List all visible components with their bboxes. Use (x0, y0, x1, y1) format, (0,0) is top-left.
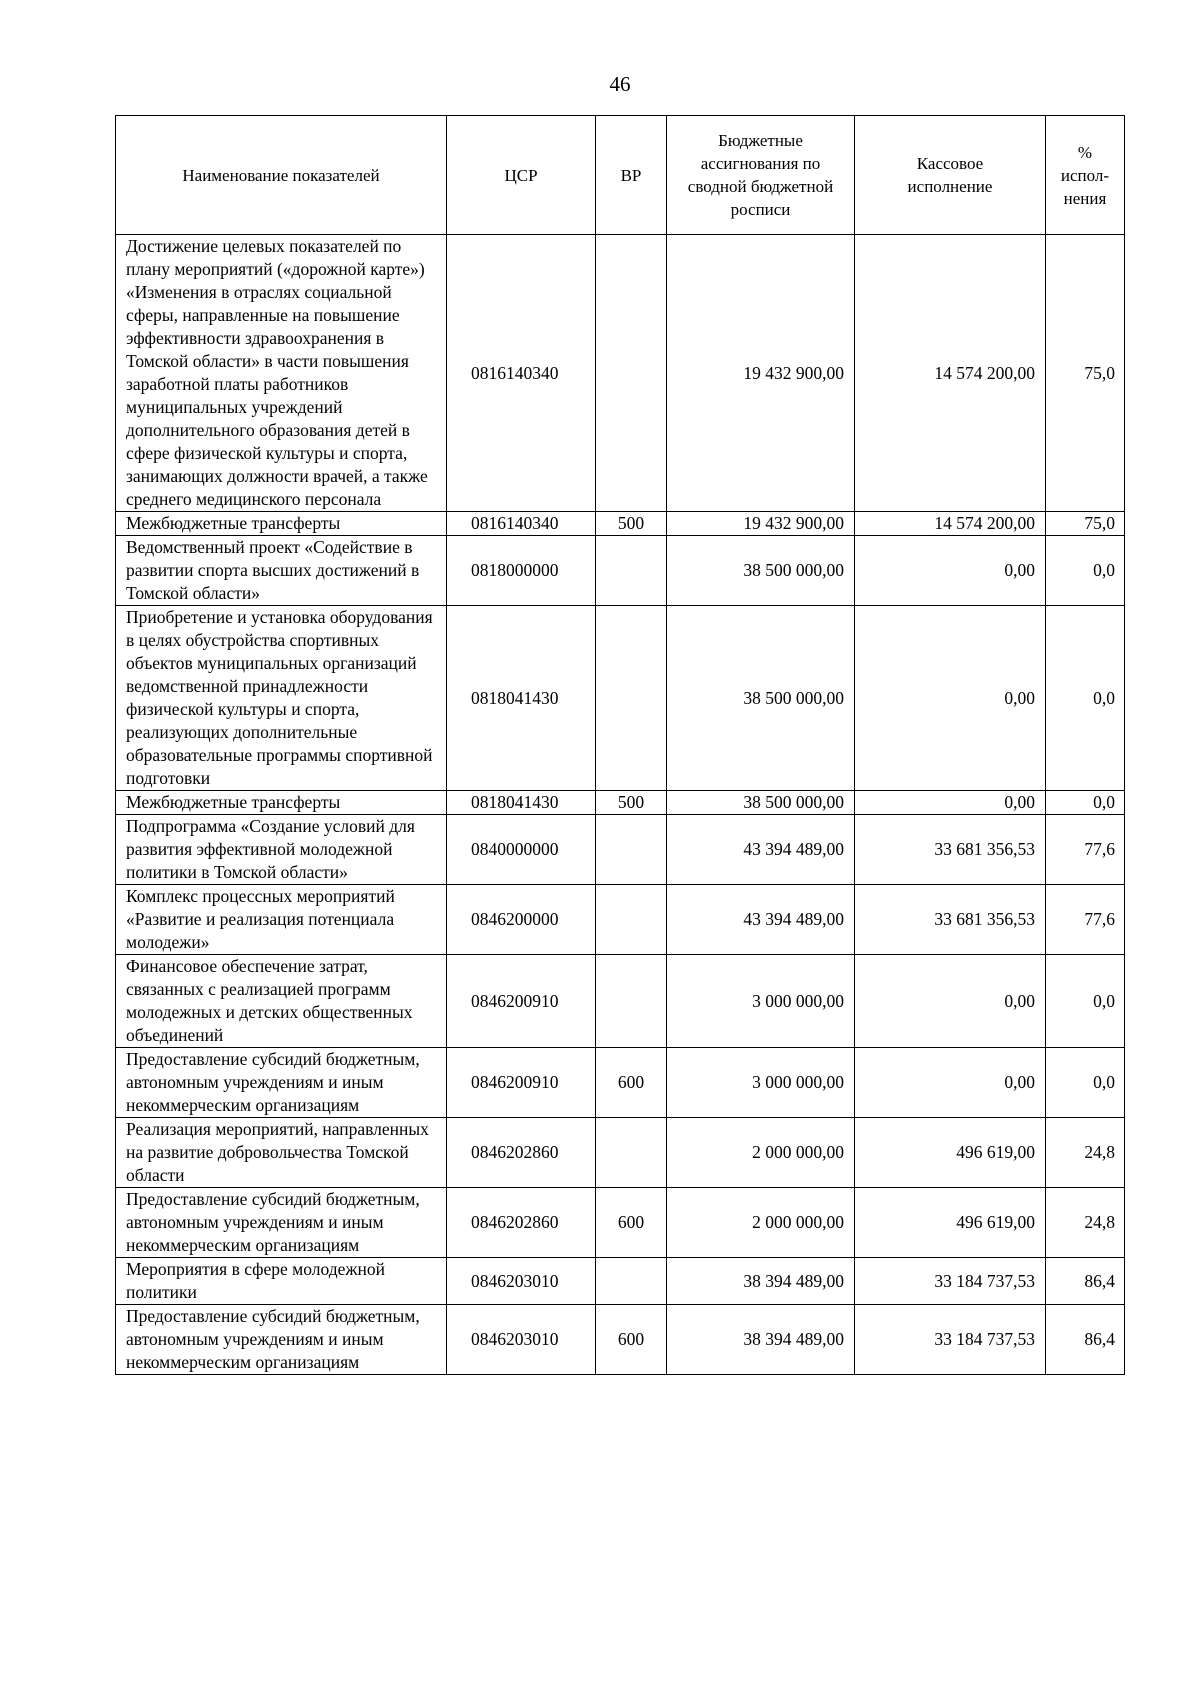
row-name: Приобретение и установка оборудования в целях обустройства спортивных объектов муниципальных организаций ведомственной принадлежности физической культуры и спорта, реализующих дополнительные образовательные программы спортивной подготовки (116, 606, 447, 791)
table-row (116, 955, 1125, 1048)
table-row (116, 1048, 1125, 1118)
table-row (116, 885, 1125, 955)
row-csr: 0818041430 (447, 606, 596, 791)
row-allocation: 43 394 489,00 (667, 815, 855, 885)
row-execution: 33 681 356,53 (855, 815, 1046, 885)
row-percent: 0,0 (1046, 955, 1125, 1048)
row-name: Предоставление субсидий бюджетным, автономным учреждениям и иным некоммерческим организациям (116, 1305, 447, 1375)
header-name: Наименование показателей (116, 116, 447, 235)
row-percent: 24,8 (1046, 1118, 1125, 1188)
row-csr: 0846202860 (447, 1118, 596, 1188)
row-csr: 0816140340 (447, 235, 596, 512)
row-vr (596, 1258, 667, 1305)
table-row (116, 1188, 1125, 1258)
row-vr (596, 536, 667, 606)
row-execution: 0,00 (855, 791, 1046, 815)
header-allocations: Бюджетные ассигнования по сводной бюджетной росписи (667, 116, 855, 235)
row-vr: 600 (596, 1048, 667, 1118)
table-row (116, 512, 1125, 536)
row-percent: 0,0 (1046, 606, 1125, 791)
header-csr: ЦСР (447, 116, 596, 235)
row-allocation: 38 500 000,00 (667, 536, 855, 606)
row-percent: 24,8 (1046, 1188, 1125, 1258)
row-execution: 0,00 (855, 606, 1046, 791)
row-execution: 0,00 (855, 1048, 1046, 1118)
row-vr (596, 815, 667, 885)
row-execution: 0,00 (855, 536, 1046, 606)
row-csr: 0846202860 (447, 1188, 596, 1258)
table-row (116, 1258, 1125, 1305)
table-row (116, 536, 1125, 606)
row-execution: 14 574 200,00 (855, 512, 1046, 536)
row-execution: 33 184 737,53 (855, 1305, 1046, 1375)
row-percent: 77,6 (1046, 815, 1125, 885)
table-row (116, 606, 1125, 791)
budget-table (115, 115, 1125, 1375)
row-allocation: 3 000 000,00 (667, 955, 855, 1048)
table-header-row (116, 116, 1125, 235)
row-name: Мероприятия в сфере молодежной политики (116, 1258, 447, 1305)
row-allocation: 3 000 000,00 (667, 1048, 855, 1118)
row-csr: 0816140340 (447, 512, 596, 536)
row-allocation: 2 000 000,00 (667, 1118, 855, 1188)
row-name: Предоставление субсидий бюджетным, автономным учреждениям и иным некоммерческим организациям (116, 1048, 447, 1118)
row-vr: 600 (596, 1305, 667, 1375)
row-percent: 77,6 (1046, 885, 1125, 955)
row-vr (596, 885, 667, 955)
row-execution: 33 681 356,53 (855, 885, 1046, 955)
page-number: 46 (609, 72, 631, 96)
row-vr (596, 955, 667, 1048)
row-allocation: 19 432 900,00 (667, 512, 855, 536)
row-vr: 600 (596, 1188, 667, 1258)
row-name: Достижение целевых показателей по плану мероприятий («дорожной карте») «Изменения в отраслях социальной сферы, направленные на повышение эффективности здравоохранения в Томской области» в части повышения заработной платы работников муниципальных учреждений дополнительного образования детей в сфере физической культуры и спорта, занимающих должности врачей, а также среднего медицинского персонала (116, 235, 447, 512)
row-percent: 0,0 (1046, 1048, 1125, 1118)
row-allocation: 38 394 489,00 (667, 1258, 855, 1305)
header-percent: % испол-нения (1046, 116, 1125, 235)
row-percent: 75,0 (1046, 235, 1125, 512)
row-vr (596, 606, 667, 791)
row-csr: 0846200910 (447, 955, 596, 1048)
row-allocation: 38 500 000,00 (667, 791, 855, 815)
row-execution: 0,00 (855, 955, 1046, 1048)
row-vr: 500 (596, 791, 667, 815)
row-percent: 86,4 (1046, 1258, 1125, 1305)
row-name: Ведомственный проект «Содействие в развитии спорта высших достижений в Томской области» (116, 536, 447, 606)
row-name: Реализация мероприятий, направленных на развитие добровольчества Томской области (116, 1118, 447, 1188)
row-allocation: 43 394 489,00 (667, 885, 855, 955)
header-vr: ВР (596, 116, 667, 235)
row-csr: 0846200000 (447, 885, 596, 955)
row-vr (596, 235, 667, 512)
table-row (116, 815, 1125, 885)
row-allocation: 2 000 000,00 (667, 1188, 855, 1258)
table-row (116, 235, 1125, 512)
row-name: Предоставление субсидий бюджетным, автономным учреждениям и иным некоммерческим организациям (116, 1188, 447, 1258)
row-percent: 0,0 (1046, 536, 1125, 606)
row-percent: 0,0 (1046, 791, 1125, 815)
header-execution: Кассовое исполнение (855, 116, 1046, 235)
row-name: Межбюджетные трансферты (116, 512, 447, 536)
row-percent: 75,0 (1046, 512, 1125, 536)
row-execution: 33 184 737,53 (855, 1258, 1046, 1305)
row-allocation: 38 500 000,00 (667, 606, 855, 791)
row-allocation: 19 432 900,00 (667, 235, 855, 512)
row-execution: 496 619,00 (855, 1188, 1046, 1258)
row-csr: 0840000000 (447, 815, 596, 885)
row-csr: 0846203010 (447, 1258, 596, 1305)
row-name: Комплекс процессных мероприятий «Развитие и реализация потенциала молодежи» (116, 885, 447, 955)
row-name: Подпрограмма «Создание условий для развития эффективной молодежной политики в Томской области» (116, 815, 447, 885)
row-vr (596, 1118, 667, 1188)
row-allocation: 38 394 489,00 (667, 1305, 855, 1375)
row-name: Финансовое обеспечение затрат, связанных с реализацией программ молодежных и детских общественных объединений (116, 955, 447, 1048)
row-execution: 496 619,00 (855, 1118, 1046, 1188)
row-csr: 0846200910 (447, 1048, 596, 1118)
row-percent: 86,4 (1046, 1305, 1125, 1375)
row-name: Межбюджетные трансферты (116, 791, 447, 815)
row-csr: 0818000000 (447, 536, 596, 606)
table-row (116, 791, 1125, 815)
row-csr: 0818041430 (447, 791, 596, 815)
row-execution: 14 574 200,00 (855, 235, 1046, 512)
row-csr: 0846203010 (447, 1305, 596, 1375)
table-row (116, 1305, 1125, 1375)
row-vr: 500 (596, 512, 667, 536)
table-row (116, 1118, 1125, 1188)
